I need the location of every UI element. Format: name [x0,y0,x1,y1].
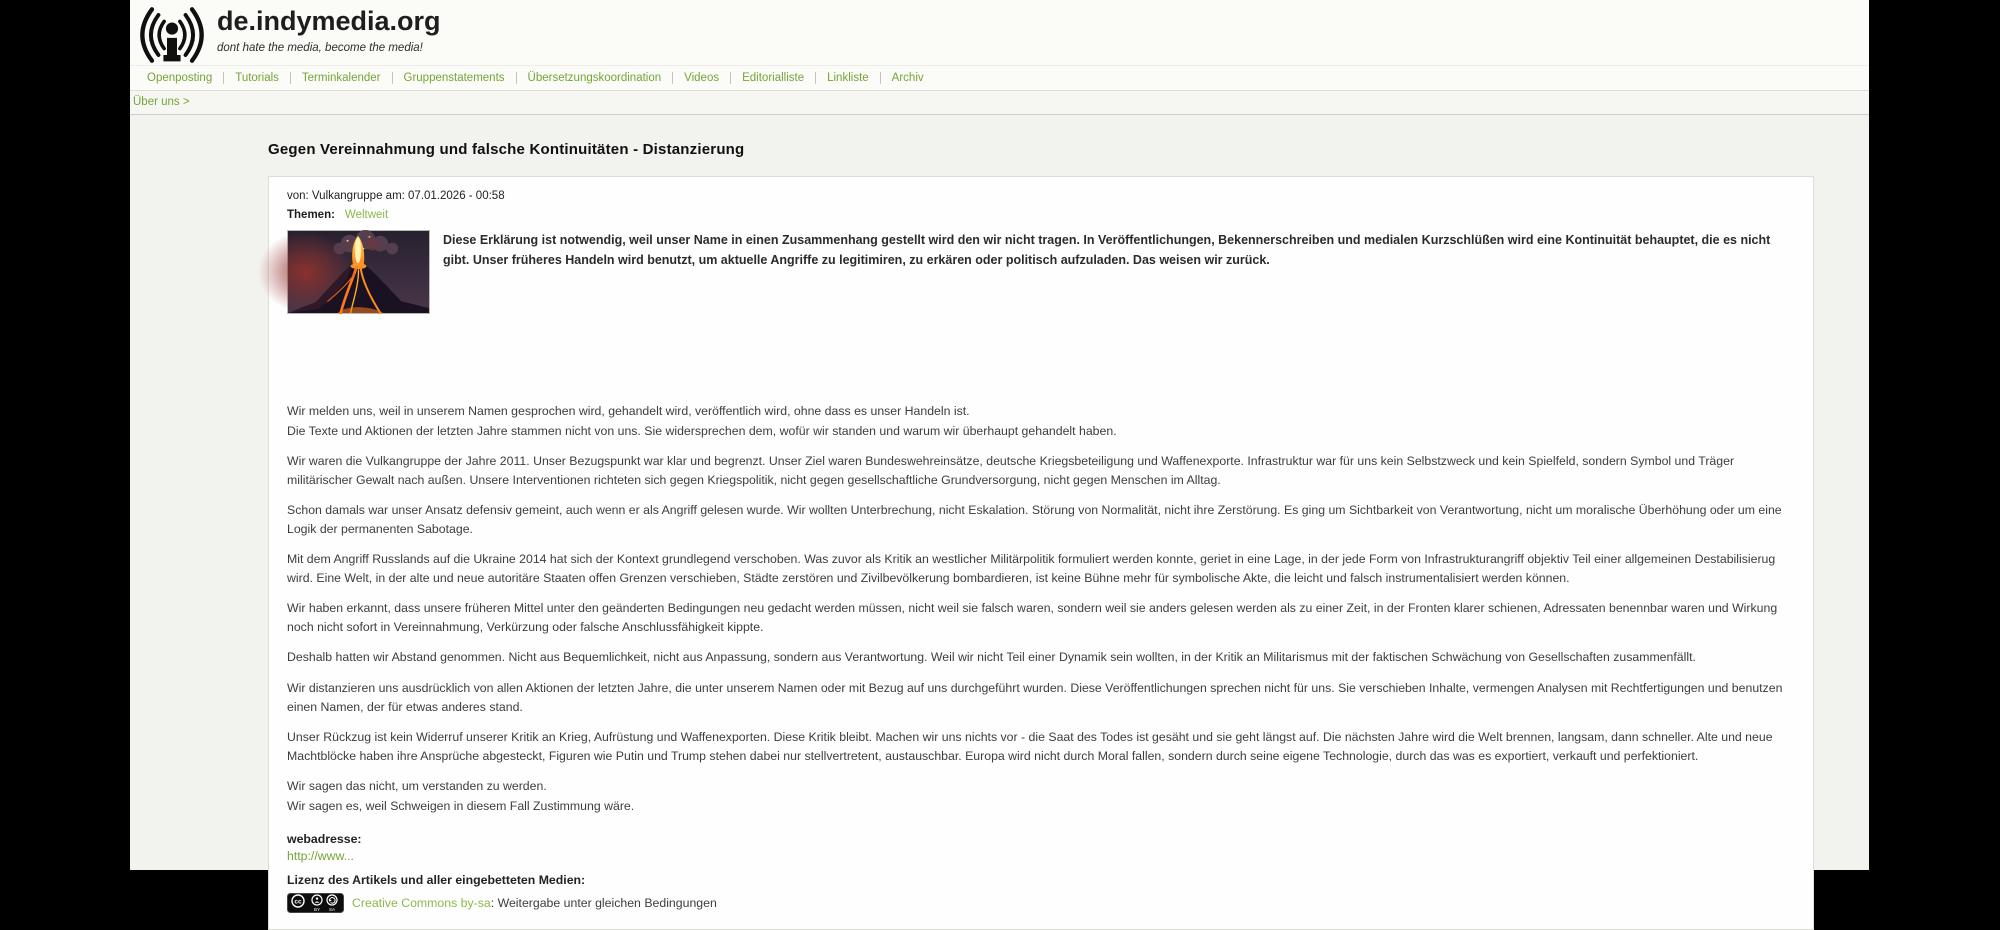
license-label: Lizenz des Artikels und aller eingebetteten Medien: [287,872,586,887]
topic-link-weltweit[interactable]: Weltweit [344,209,389,221]
webaddress-link[interactable]: http://www... [287,848,354,863]
article-image-volcano[interactable] [287,230,430,314]
cc-license-link[interactable]: Creative Commons by-sa [352,895,491,910]
indymedia-logo-icon[interactable] [135,5,209,65]
nav-item-videos[interactable]: Videos [672,72,730,84]
topics-label: Themen: [287,209,335,221]
paragraph: Wir sagen das nicht, um verstanden zu werden. [287,778,547,793]
article-lead: Diese Erklärung ist notwendig, weil unser Name in einen Zusammenhang gestellt wird den wir nicht tragen. In Veröffentlichungen, Bekennerschreiben und medialen Kurzschlüßen wird eine Kontinuität behauptet, die es nicht gibt. Unser früheres Handeln wird benutzt, um aktuelle Angriffe zu legitimiren, zu erkären oder politisch aufzuladen. Das weisen wir zurück. [443,233,1771,267]
cc-by-sa-badge-icon[interactable] [287,893,344,913]
page-title: Gegen Vereinnahmung und falsche Kontinuitäten - Distanzierung [268,141,745,158]
site-header [130,0,1869,65]
paragraph: Wir haben erkannt, dass unsere früheren Mittel unter den geänderten Bedingungen neu gedacht werden müssen, nicht weil sie falsch waren, sondern weil sie anders gelesen werden als zu einer Zeit, in der Fronten klarer schienen, Adressaten benennbar waren und Wirkung noch nicht sofort in Vereinnahmung, Verkürzung oder falsche Anschlussfähigkeit kippte. [287,601,1778,635]
cc-license-suffix: : Weitergabe unter gleichen Bedingungen [490,895,717,910]
article-meta: von: Vulkangruppe am: 07.01.2026 - 00:58 [287,190,505,202]
article-card [268,176,1814,930]
paragraph: Wir distanzieren uns ausdrücklich von allen Aktionen der letzten Jahre, die unter unserem Namen oder mit Bezug auf uns durchgeführt wurden. Diese Veröffentlichungen sprechen nicht für uns. Sie verschieben Inhalte, vermengen Analysen mit Rechtfertigungen und benutzen einen Namen, der für etwas anderes stand. [287,680,1783,714]
volcano-illustration [288,231,429,313]
paragraph: Schon damals war unser Ansatz defensiv gemeint, auch wenn er als Angriff gelesen wurde. Wir wollten Unterbrechung, nicht Eskalation. Störung von Normalität, nicht ihre Zerstörung. Es ging um Sichtbarkeit von Verantwortung, nicht um moralische Überhöhung oder um eine Logik der permanenten Sabotage. [287,503,1782,537]
article-footer [287,832,1793,913]
paragraph: Die Texte und Aktionen der letzten Jahre stammen nicht von uns. Sie widersprechen dem, wofür wir standen und warum wir überhaupt gehandelt haben. [287,424,1117,439]
license-row [287,893,1793,913]
nav-item-openposting[interactable]: Openposting [147,72,213,84]
paragraph: Wir sagen es, weil Schweigen in diesem Fall Zustimmung wäre. [287,798,635,813]
breadcrumb[interactable]: Über uns > [130,91,1869,115]
logo-row [133,5,1869,65]
paragraph: Mit dem Angriff Russlands auf die Ukraine 2014 hat sich der Kontext grundlegend verschoben. Was zuvor als Kritik an westlicher Militärpolitik formuliert werden konnte, geriet in eine Lage, in der jede Form von Infrastrukturangriff objektiv Teil einer allgemeinen Destabilisierug wird. Eine Welt, in der alte und neue autoritäre Staaten offen Grenzen verschieben, Städte zerstören und Zivilbevölkerung bombardieren, ist keine Bühne mehr für symbolische Akte, die leicht und falsch instrumentalisiert werden können. [287,552,1776,586]
nav-item-terminkalender[interactable]: Terminkalender [290,72,392,84]
spacer [287,320,1793,402]
main-nav [130,65,1869,90]
main-content [130,115,1869,930]
nav-item-gruppenstatements[interactable]: Gruppenstatements [392,72,516,84]
webaddress-label: webadresse: [287,831,362,846]
site-tagline: dont hate the media, become the media! [217,41,423,54]
svg-text:SA: SA [328,906,336,912]
site-identity [217,5,441,54]
nav-item-tutorials[interactable]: Tutorials [223,72,290,84]
svg-text:BY: BY [313,906,321,912]
paragraph: Unser Rückzug ist kein Widerruf unserer Kritik an Krieg, Aufrüstung und Waffenexporten. Diese Kritik bleibt. Machen wir uns nichts vor - die Saat des Todes ist gesäht und sie geht längst auf. Die nächsten Jahre wird die Welt brennen, langsam, dann schneller. Alte und neue Machtblöcke haben ihre Ansprüche abgesteckt, Figuren wie Putin und Trump stehen dabei nur stellvertretent, austauschbar. Europa wird nicht durch Moral fallen, sondern durch seine eigene Technologie, durch das was es exportiert, verkauft und perfektioniert. [287,729,1773,763]
site-title[interactable]: de.indymedia.org [217,6,441,36]
paragraph: Wir melden uns, weil in unserem Namen gesprochen wird, gehandelt wird, veröffentlich wird, ohne dass es unser Handeln ist. [287,404,970,418]
article-body [287,402,1793,816]
svg-text:cc: cc [294,898,302,906]
nav-item-archiv[interactable]: Archiv [880,72,935,84]
nav-item-editorialliste[interactable]: Editorialliste [730,72,815,84]
nav-item-uebersetzungskoordination[interactable]: Übersetzungskoordination [516,72,673,84]
nav-item-linkliste[interactable]: Linkliste [815,72,880,84]
article-topics [287,209,1793,221]
paragraph: Deshalb hatten wir Abstand genommen. Nicht aus Bequemlichkeit, nicht aus Anpassung, sondern aus Verantwortung. Weil wir nicht Teil einer Dynamik sein wollten, in der Kritik an Militarismus mit der faktischen Schwächung von Gesellschaften zusammenfällt. [287,650,1696,665]
page [130,0,1869,912]
paragraph: Wir waren die Vulkangruppe der Jahre 2011. Unser Bezugspunkt war klar und begrenzt. Unser Ziel waren Bundeswehreinsätze, deutsche Kriegsbeteiligung und Waffenexporte. Infrastruktur war für uns kein Selbstzweck und kein Spielfeld, sondern Symbol und Träger militärischer Gewalt nach außen. Unsere Interventionen richteten sich gegen Kriegspolitik, nicht gegen gesellschaftliche Grundversorgung, nicht gegen Menschen im Alltag. [287,454,1735,488]
